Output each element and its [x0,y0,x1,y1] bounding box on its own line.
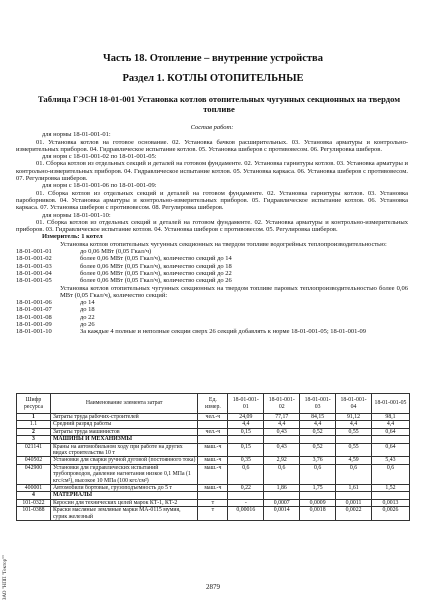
intro-b: Установка котлов отопительных чугунных секционных на твердом топливе паровых теплопроизводительностью более 0,06 МВт (0,05 Гкал/ч), количество секций: [60,284,408,299]
table-cell: 0,0007 [264,499,300,506]
codes-b [16,299,408,335]
table-cell: 24,09 [228,414,264,421]
table-cell: 0,43 [264,428,300,435]
norm-code: 18-01-001-07 [16,306,52,314]
table-cell: 0,64 [372,443,410,457]
norm-code-row [16,314,408,321]
table-cell [372,436,410,443]
table-cell: 0,64 [372,428,410,435]
table-header-cell: Наименование элемента затрат [50,394,197,414]
side-note: ЗАО "НПП "Гектор"" [3,554,8,600]
table-header-row [17,394,410,414]
norm-code-desc: до 22 [80,313,95,321]
table-row [17,443,410,457]
table-cell: 0,6 [336,464,372,484]
norm-code: 18-01-001-04 [16,269,52,277]
table-cell: 4 [17,492,51,499]
section-title: Раздел 1. КОТЛЫ ОТОПИТЕЛЬНЫЕ [122,73,304,84]
table-cell: Установки для гидравлических испытаний трубопроводов, давление нагнетания низкое 0,1 МПа (1 кгс/см²), высокое 10 МПа (100 кгс/см²) [50,464,197,484]
table-cell: 0,0009 [300,499,336,506]
table-row [17,492,410,499]
norm-code-desc: до 14 [80,299,95,307]
table-row [17,436,410,443]
table-cell [198,492,228,499]
table-row [17,421,410,428]
page-number: 2879 [206,583,220,591]
table-cell: Средний разряд работы [50,421,197,428]
table-cell: Краны на автомобильном ходу при работе на других видах строительства 10 т [50,443,197,457]
norm-code-desc: более 0,06 МВт (0,05 Гкал/ч), количество секций до 18 [80,262,232,270]
table-header-cell: 18-01-001-05 [372,394,410,414]
table-cell: МАШИНЫ И МЕХАНИЗМЫ [50,436,197,443]
table-cell [372,492,410,499]
table-cell [300,436,336,443]
norm-code-row [16,328,408,335]
table-title: Таблица ГЭСН 18-01-001 Установка котлов отопительных чугунных секционных на твердом топливе [37,94,401,114]
table-cell: маш.-ч [198,457,228,464]
table-cell: 0,52 [300,443,336,457]
table-cell: 4,4 [228,421,264,428]
part-title: Часть 18. Отопление – внутренние устройства [103,53,323,64]
table-cell: 0,43 [264,443,300,457]
table-cell [300,492,336,499]
table-cell: 1,86 [264,485,300,492]
table-cell [264,492,300,499]
table-cell: 4,4 [300,421,336,428]
table-cell: 0,6 [228,464,264,484]
norm-code-desc: до 26 [80,321,95,329]
norm-code-desc: более 0,06 МВт (0,05 Гкал/ч), количество секций до 14 [80,255,232,263]
norm-group-label: для нормы 18-01-001-10: [42,211,111,219]
table-cell: 0,0026 [372,507,410,521]
table-cell [336,436,372,443]
table-cell: 0,0013 [372,499,410,506]
norm-code-row [16,248,408,255]
resource-table [16,393,410,521]
table-row [17,457,410,464]
table-cell: чел.-ч [198,414,228,421]
table-cell: 1,52 [372,485,410,492]
table-cell: 1 [17,414,51,421]
table-cell: 4,4 [336,421,372,428]
table-cell: 042900 [17,464,51,484]
table-cell: 4,4 [264,421,300,428]
table-cell: 0,22 [228,485,264,492]
table-cell: 0,00016 [228,507,264,521]
norm-code: 18-01-001-02 [16,255,52,263]
table-row [17,464,410,484]
norm-code-desc: до 18 [80,306,95,314]
norm-code-desc: За каждые 4 полные и неполные секции сверх 26 секций добавлять к норме 18-01-001-05; 18-01-001-09 [80,328,366,336]
table-cell: 021141 [17,443,51,457]
table-header-cell: Шифр ресурса [17,394,51,414]
norm-code-desc: до 0,06 МВт (0,05 Гкал/ч) [80,248,152,256]
table-cell: 0,0022 [336,507,372,521]
table-cell: - [228,499,264,506]
norm-group-label: для нормы 18-01-001-01: [42,131,111,139]
table-header-cell: Ед. измер. [198,394,228,414]
table-cell: 400001 [17,485,51,492]
norm-code: 18-01-001-01 [16,248,52,256]
table-cell: 1,61 [336,485,372,492]
norm-group-label: для норм с 18-01-001-02 по 18-01-001-05: [42,153,157,161]
table-cell: Затраты труда рабочих-строителей [50,414,197,421]
table-header-cell: 18-01-001-04 [336,394,372,414]
norm-group-text: 01. Сборка котлов из отдельных секций и деталей на готовом фундаменте. 02. Установка арматуры и контрольно-измерительных приборов. 03. Гидравлическое испытание котлов. 04. Установка шиберов с противовесом. 05. Регулировка шиберов. [16,218,408,234]
table-cell: 0,15 [228,428,264,435]
table-cell: маш.-ч [198,443,228,457]
table-cell: 3 [17,436,51,443]
table-cell: 4,4 [372,421,410,428]
meter-value: 1 котел [81,233,103,241]
table-cell: 2 [17,428,51,435]
table-cell: 0,0014 [264,507,300,521]
table-cell: Установки для сварки ручной дуговой (постоянного тока) [50,457,197,464]
norm-groups [16,131,408,233]
table-cell: 0,55 [336,443,372,457]
work-header: Состав работ: [190,124,234,131]
table-cell [264,436,300,443]
table-cell: 84,15 [300,414,336,421]
table-cell: 1.1 [17,421,51,428]
table-cell: 1,75 [300,485,336,492]
norm-code-row [16,306,408,313]
table-cell: 040502 [17,457,51,464]
table-cell: чел.-ч [198,428,228,435]
table-cell: 77,17 [264,414,300,421]
norm-code-row [16,277,408,284]
table-cell: 0,6 [372,464,410,484]
table-cell: т [198,499,228,506]
table-header-cell: 18-01-001-01 [228,394,264,414]
table-cell: 0,52 [300,428,336,435]
norm-group-label: для норм с 18-01-001-06 по 18-01-001-09: [42,182,157,190]
table-row [17,414,410,421]
table-cell: 98,1 [372,414,410,421]
table-cell: 3,76 [300,457,336,464]
table-cell [228,436,264,443]
table-cell: 0,0018 [300,507,336,521]
norm-code-row [16,263,408,270]
table-cell [198,421,228,428]
table-cell: Затраты труда машинистов [50,428,197,435]
norm-code: 18-01-001-10 [16,328,52,336]
table-cell: т [198,507,228,521]
codes-a [16,248,408,284]
table-cell: 0,0011 [336,499,372,506]
table-cell: маш.-ч [198,485,228,492]
norm-code: 18-01-001-08 [16,313,52,321]
table-cell: 4,59 [336,457,372,464]
intro-a: Установка котлов отопительных чугунных секционных на твердом топливе водогрейных теплопроизводительностью: [60,240,387,248]
norm-group-text: 01. Сборка котлов из отдельных секций и деталей на готовом фундаменте. 02. Установка гарнитуры котлов. 03. Установка пароборников. 04. Установка арматуры и контрольно-измерительных приборов. 05. Гидравлическое испытание котлов. 06. Установка каркаса. 07. Установка шиберов с противовесом. 08. Регулировка шиберов. [16,189,408,212]
table-header-cell: 18-01-001-03 [300,394,336,414]
table-cell: 0,6 [300,464,336,484]
table-row [17,507,410,521]
table-cell: 0,35 [228,457,264,464]
norm-code: 18-01-001-09 [16,321,52,329]
table-cell [228,492,264,499]
table-cell: 0,55 [336,428,372,435]
meter-label: Измеритель: [42,233,80,241]
document-body [16,124,408,336]
norm-group-text: 01. Сборка котлов из отдельных секций и деталей на готовом фундаменте. 02. Установка гарнитуры котлов. 03. Установка арматуры и контрольно-измерительных приборов. 04. Гидравлическое испытание котлов. 05. Установка каркаса. 06. Установка шиберов с противовесом. 07. Регулировка шиберов. [16,160,408,183]
table-cell: Автомобили бортовые, грузоподъемность до 5 т [50,485,197,492]
table-cell: 0,15 [228,443,264,457]
table-cell: 2,92 [264,457,300,464]
norm-code: 18-01-001-06 [16,299,52,307]
table-cell: МАТЕРИАЛЫ [50,492,197,499]
norm-code-desc: более 0,06 МВт (0,05 Гкал/ч), количество секций до 22 [80,269,232,277]
norm-code: 18-01-001-03 [16,262,52,270]
table-cell [198,436,228,443]
table-row [17,485,410,492]
table-cell [336,492,372,499]
meter-line [16,233,408,240]
table-body [17,414,410,521]
norm-code-row [16,255,408,262]
norm-group-text: 01. Установка котлов на готовое основание. 02. Установка бачков расширительных. 03. Установка арматуры и контрольно-измерительных приборов. 04. Гидравлическое испытание котлов. 05. Установка шиберов с противовесом. 06. Регулировка шиберов. [16,138,408,153]
norm-code-desc: более 0,06 МВт (0,05 Гкал/ч), количество секций до 26 [80,277,232,285]
table-cell: Керосин для технических целей марок КТ-1, КТ-2 [50,499,197,506]
norm-code-row [16,299,408,306]
table-row [17,499,410,506]
norm-code-row [16,321,408,328]
table-cell: 5,43 [372,457,410,464]
table-cell: Краски масляные земляные марки МА-0115 мумия, сурик железный [50,507,197,521]
norm-code: 18-01-001-05 [16,277,52,285]
table-row [17,428,410,435]
table-cell: 0,6 [264,464,300,484]
table-cell: 101-0388 [17,507,51,521]
table-cell: 101-0322 [17,499,51,506]
table-cell: маш.-ч [198,464,228,484]
norm-code-row [16,270,408,277]
table-header-cell: 18-01-001-02 [264,394,300,414]
table-cell: 91,12 [336,414,372,421]
